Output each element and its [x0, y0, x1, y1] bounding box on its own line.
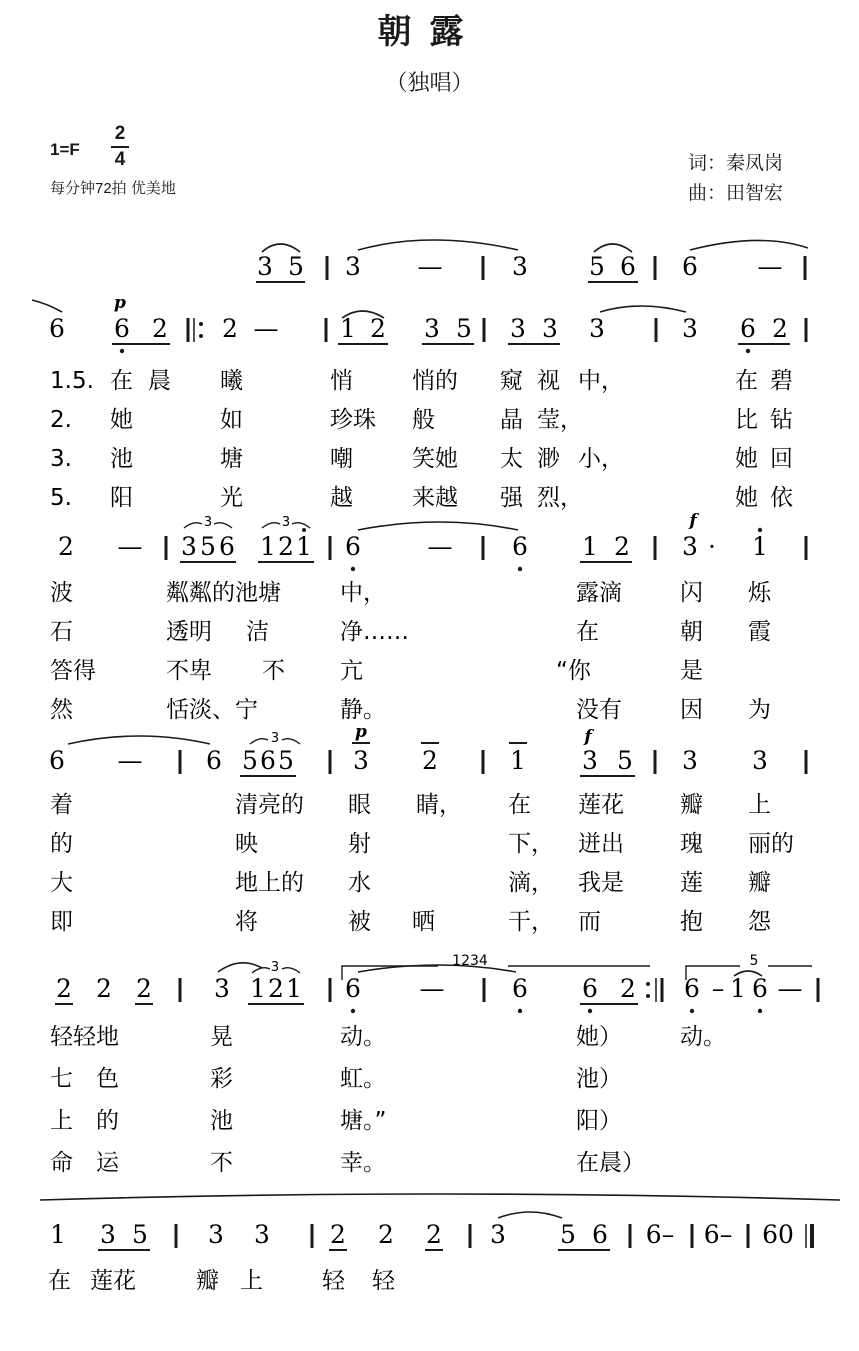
note: 3 [582, 746, 598, 775]
lyric: 静。 [340, 697, 386, 723]
note: 6 [206, 746, 222, 775]
verse-label: 3. [50, 446, 72, 472]
note: 3 [208, 1220, 224, 1249]
ending-1234: 1234 [452, 953, 488, 969]
lyric: 的 [50, 831, 73, 857]
lyric: 小， [578, 446, 624, 472]
note: 2 [426, 1220, 442, 1249]
note: 5 [288, 252, 304, 281]
system-2 [32, 293, 806, 511]
lyric: 的 [96, 1108, 119, 1134]
lyric: 晨 [148, 368, 171, 394]
note: 3 [100, 1220, 116, 1249]
note: 5 [278, 746, 294, 775]
note: 6 [49, 746, 65, 775]
note: 3 [510, 314, 526, 343]
lyric: 她 [735, 485, 758, 511]
lyric: 瓣 [680, 792, 703, 818]
ending-5: 5 [749, 953, 759, 969]
note: 5 [242, 746, 258, 775]
note: 5 [132, 1220, 148, 1249]
note: — [427, 532, 453, 561]
lyric: 越 [330, 485, 353, 511]
lyric: 上 [240, 1268, 263, 1294]
note: 5 [589, 252, 605, 281]
lyric: 而 [578, 909, 601, 935]
lyric: 洁 [246, 619, 269, 645]
system-5 [50, 953, 818, 1176]
note: 6 [219, 532, 235, 561]
lyric: 曦 [220, 368, 243, 394]
note: — [117, 746, 143, 775]
lyric: 般 [412, 407, 435, 433]
lyric: 亢 [340, 658, 363, 684]
note: 6 [260, 746, 276, 775]
lyric: 不卑 [166, 658, 212, 684]
lyric: 净…… [340, 619, 409, 645]
note: 1 [50, 1220, 66, 1249]
note: 6 [512, 974, 528, 1003]
lyric: 睛， [416, 792, 462, 818]
lyric: 干， [508, 909, 554, 935]
note: – [711, 974, 725, 1003]
note: 1 [752, 532, 768, 561]
lyric: 是 [680, 658, 703, 684]
lyric: 上 [50, 1108, 73, 1134]
note: — [419, 974, 445, 1003]
note: 2 [56, 974, 72, 1003]
lyric: 被 [348, 909, 371, 935]
song-subtitle: （独唱） [385, 71, 474, 96]
lyric: 波 [50, 580, 73, 606]
note: 6 [49, 314, 65, 343]
note: 3 [257, 252, 273, 281]
lyric: 在 [576, 619, 599, 645]
lyric: 因 [680, 697, 703, 723]
note: 1 [340, 314, 356, 343]
tempo-marking: 每分钟72拍 优美地 [50, 180, 176, 197]
lyric: 在晨） [576, 1150, 645, 1176]
triplet-mark: 3 [270, 731, 280, 746]
lyric: 丽的 [748, 831, 794, 857]
lyric: 命 [50, 1150, 73, 1176]
note: 6 [345, 532, 361, 561]
note: 3 [181, 532, 197, 561]
lyric: 塘。” [340, 1108, 387, 1134]
note: 2 [268, 974, 284, 1003]
lyric: 答得 [50, 658, 96, 684]
note: 3 [353, 746, 369, 775]
lyric: 悄 [330, 368, 353, 394]
dynamic-p: p [355, 722, 367, 742]
time-signature-bottom: 4 [114, 149, 126, 170]
note: 2 [370, 314, 386, 343]
lyrics-system-3 [50, 580, 772, 723]
lyricist-credit: 词：秦凤岗 [688, 152, 784, 174]
triplet-mark: 3 [281, 515, 291, 530]
lyric: 烈， [537, 485, 583, 511]
note: · [708, 532, 716, 561]
lyric: 为 [748, 697, 771, 723]
lyric: 迸出 [578, 831, 624, 857]
lyric: 不 [210, 1150, 233, 1176]
triplet-mark: 3 [203, 515, 213, 530]
note: 2 [136, 974, 152, 1003]
note: 6– [703, 1220, 733, 1249]
note: 1 [250, 974, 266, 1003]
dynamic-f: f [584, 727, 592, 747]
note: 3 [682, 532, 698, 561]
note: 3 [542, 314, 558, 343]
note: 6 [684, 974, 700, 1003]
lyric: 我是 [578, 870, 624, 896]
lyric: 虹。 [340, 1066, 386, 1092]
lyric: 池 [210, 1108, 233, 1134]
note: 6 [512, 532, 528, 561]
lyric: 中， [340, 580, 386, 606]
lyric: 在 [508, 792, 531, 818]
lyric: 嘲 [330, 446, 353, 472]
lyric: 然 [50, 697, 73, 723]
lyric: 莹， [537, 407, 583, 433]
note: 1 [296, 532, 312, 561]
lyric: 瑰 [680, 831, 703, 857]
note: 2 [620, 974, 636, 1003]
lyric: 霞 [748, 619, 771, 645]
lyric: 石 [50, 619, 73, 645]
lyric: 不 [262, 658, 285, 684]
note: 5 [560, 1220, 576, 1249]
lyric: 大 [50, 870, 73, 896]
note: 3 [214, 974, 230, 1003]
lyric: 中， [578, 368, 624, 394]
lyric: 窥 [500, 368, 523, 394]
lyrics-system-4 [50, 792, 794, 935]
lyric: 阳 [110, 485, 133, 511]
lyric: 回 [770, 446, 793, 472]
lyric: 莲 [680, 870, 703, 896]
note: 2 [278, 532, 294, 561]
note: 3 [752, 746, 768, 775]
note: 5 [617, 746, 633, 775]
note: 6– [645, 1220, 675, 1249]
lyrics-system-5 [50, 1024, 726, 1176]
lyric: 眼 [348, 792, 371, 818]
lyric: 莲花 [578, 792, 624, 818]
note: 60 [762, 1220, 794, 1249]
dynamic-p: p [114, 293, 126, 313]
note: 1 [510, 746, 526, 775]
lyric: 比 [735, 407, 758, 433]
lyric: 池 [110, 446, 133, 472]
dynamic-f: f [689, 511, 697, 531]
note: 6 [752, 974, 768, 1003]
note: 2 [152, 314, 168, 343]
lyric: 着 [50, 792, 73, 818]
lyric: 透明 [166, 619, 212, 645]
lyric: 恬淡、宁 [166, 697, 258, 723]
system-1 [256, 240, 808, 282]
lyric: 地上的 [235, 870, 304, 896]
note: 2 [614, 532, 630, 561]
lyric: 视 [537, 368, 560, 394]
note: 6 [592, 1220, 608, 1249]
note: 6 [114, 314, 130, 343]
lyric: 她） [576, 1024, 622, 1050]
verse-label: 2. [50, 407, 72, 433]
note: 1 [582, 532, 598, 561]
lyric: 在 [735, 368, 758, 394]
lyric: 即 [50, 909, 73, 935]
lyric: 莲花 [90, 1268, 136, 1294]
lyric: 在 [48, 1268, 71, 1294]
lyric: 碧 [770, 368, 793, 394]
note: 2 [422, 746, 438, 775]
note: 3 [512, 252, 528, 281]
note: — [777, 974, 803, 1003]
note: 3 [254, 1220, 270, 1249]
lyric: 珍珠 [330, 407, 376, 433]
lyric: 光 [220, 485, 243, 511]
lyric: 塘 [220, 446, 243, 472]
triplet-mark: 3 [270, 960, 280, 975]
lyric: 彩 [210, 1066, 233, 1092]
song-title: 朝露 [377, 12, 482, 52]
lyric: 她 [735, 446, 758, 472]
lyric: 闪 [680, 580, 703, 606]
lyric: 上 [748, 792, 771, 818]
key-signature: 1=F [50, 140, 80, 159]
note: 5 [200, 532, 216, 561]
lyric: 轻轻地 [50, 1024, 119, 1050]
note: — [253, 314, 279, 343]
lyric: 将 [235, 909, 258, 935]
lyric: 悄的 [412, 368, 458, 394]
note: 1 [730, 974, 746, 1003]
note: 6 [740, 314, 756, 343]
lyric: 如 [220, 407, 243, 433]
lyric: 轻 [322, 1268, 345, 1294]
lyric: 依 [770, 485, 793, 511]
lyric: 瓣 [748, 870, 771, 896]
lyric: “你 [556, 658, 591, 684]
lyric: 水 [348, 870, 371, 896]
lyric: 粼粼的池塘 [166, 580, 281, 606]
lyric: 映 [235, 831, 258, 857]
verse-label: 1.5. [50, 368, 94, 394]
note: 3 [682, 314, 698, 343]
note: — [757, 252, 783, 281]
system-6 [40, 1194, 840, 1294]
system-4 [49, 722, 806, 935]
lyric: 池） [576, 1066, 622, 1092]
lyric: 动。 [340, 1024, 386, 1050]
system-3 [50, 511, 806, 723]
lyric: 露滴 [576, 580, 622, 606]
lyric: 色 [96, 1066, 119, 1092]
note: — [117, 532, 143, 561]
lyric: 晒 [412, 909, 435, 935]
note: 6 [620, 252, 636, 281]
note: 5 [456, 314, 472, 343]
lyric: 朝 [680, 619, 703, 645]
note: 3 [490, 1220, 506, 1249]
lyric: 滴， [508, 870, 554, 896]
lyric: 七 [50, 1066, 73, 1092]
lyric: 动。 [680, 1024, 726, 1050]
note: 3 [424, 314, 440, 343]
note: 2 [222, 314, 238, 343]
verse-label: 5. [50, 485, 72, 511]
note: 6 [345, 974, 361, 1003]
time-signature-top: 2 [114, 123, 126, 144]
note: 2 [96, 974, 112, 1003]
lyrics-system-6 [48, 1268, 396, 1294]
lyric: 来越 [412, 485, 458, 511]
note: 2 [330, 1220, 346, 1249]
lyric: 笑她 [412, 446, 458, 472]
note: 6 [682, 252, 698, 281]
lyric: 渺 [537, 446, 560, 472]
note: 1 [260, 532, 276, 561]
lyrics-system-2 [50, 368, 793, 511]
lyric: 烁 [748, 580, 771, 606]
lyric: 晃 [210, 1024, 233, 1050]
lyric: 瓣 [196, 1268, 219, 1294]
note: 2 [58, 532, 74, 561]
lyric: 运 [96, 1150, 119, 1176]
lyric: 怨 [748, 909, 771, 935]
lyric: 轻 [372, 1268, 395, 1294]
note: 3 [682, 746, 698, 775]
lyric: 抱 [680, 909, 703, 935]
lyric: 射 [348, 831, 371, 857]
note: 3 [589, 314, 605, 343]
lyric: 幸。 [340, 1150, 386, 1176]
lyric: 晶 [500, 407, 523, 433]
note: 1 [286, 974, 302, 1003]
note: 2 [378, 1220, 394, 1249]
note: 3 [345, 252, 361, 281]
lyric: 在 [110, 368, 133, 394]
lyric: 她 [110, 407, 133, 433]
lyric: 强 [500, 485, 523, 511]
lyric: 下， [508, 831, 554, 857]
note: 2 [772, 314, 788, 343]
note: — [417, 252, 443, 281]
composer-credit: 曲：田智宏 [688, 182, 784, 204]
lyric: 太 [500, 446, 523, 472]
lyric: 没有 [576, 697, 622, 723]
lyric: 阳） [576, 1108, 622, 1134]
note: 6 [582, 974, 598, 1003]
lyric: 清亮的 [235, 792, 304, 818]
lyric: 钻 [770, 407, 793, 433]
